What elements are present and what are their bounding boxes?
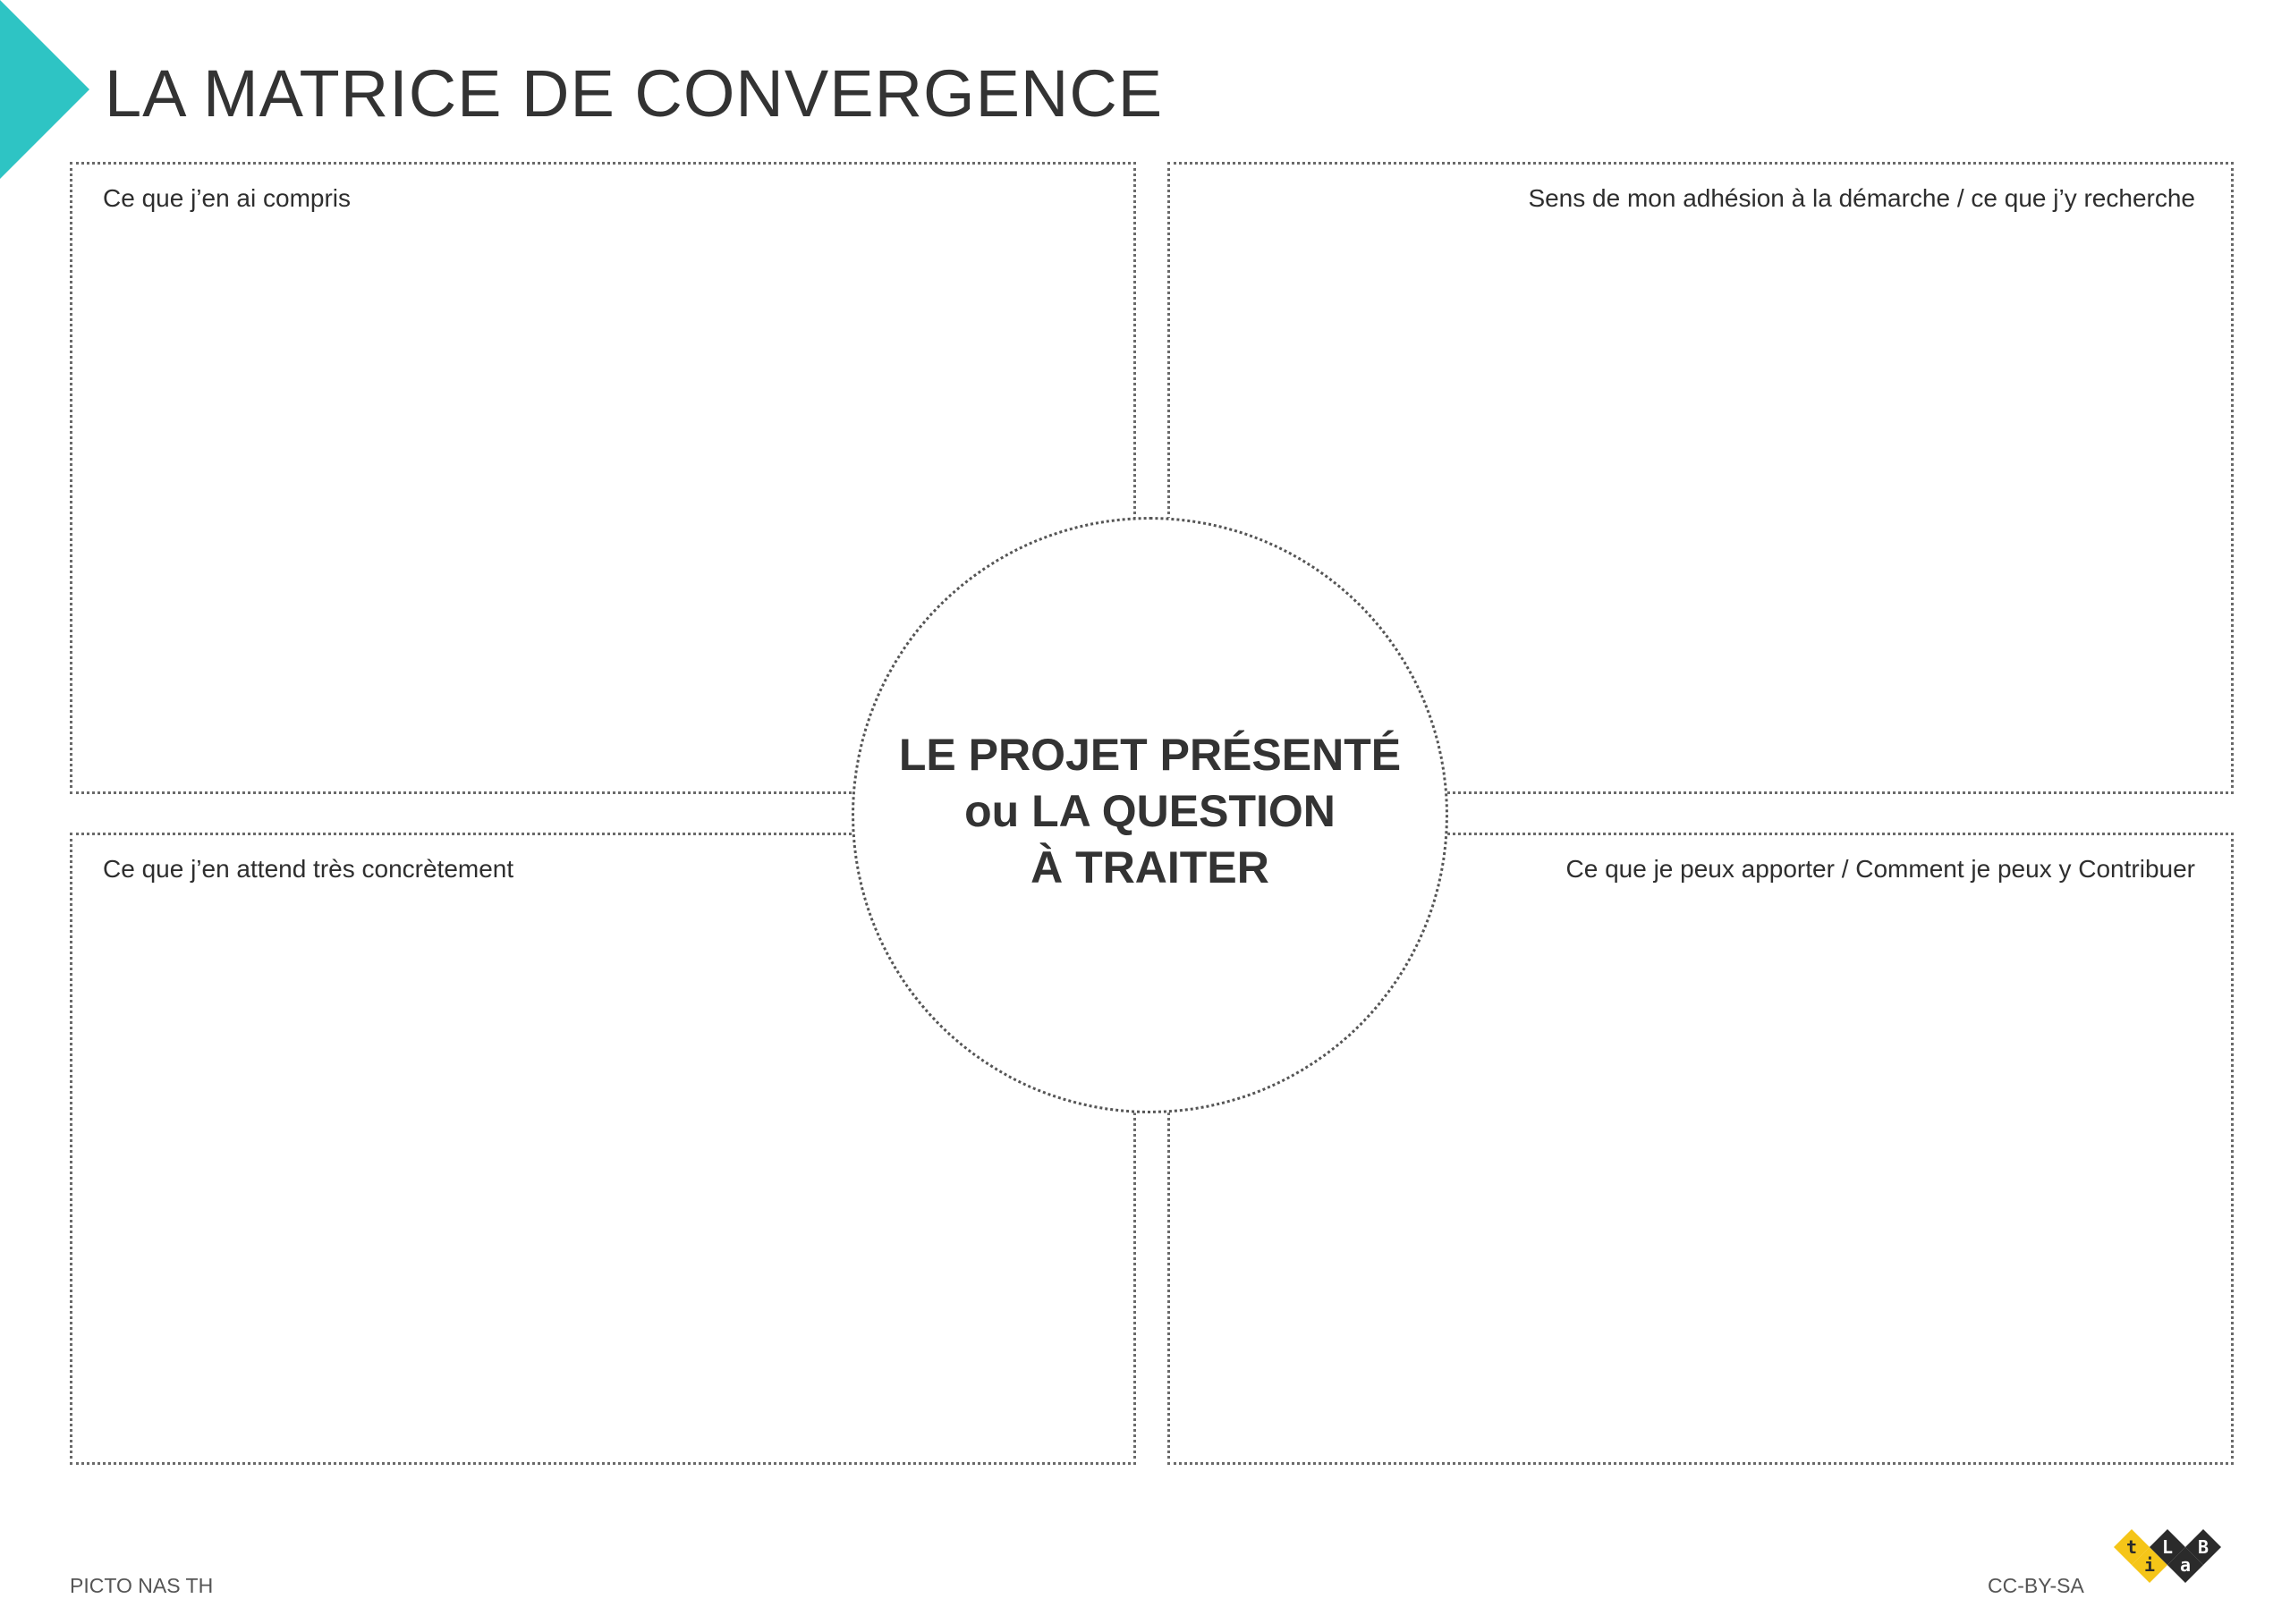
svg-text:B: B <box>2197 1536 2209 1558</box>
svg-text:i: i <box>2143 1554 2156 1576</box>
corner-triangle-marker <box>0 0 89 179</box>
tilab-logo <box>2107 1520 2241 1601</box>
center-circle <box>852 517 1448 1113</box>
quadrant-label-adhesion: Sens de mon adhésion à la démarche / ce que j’y recherche <box>1528 184 2195 212</box>
center-line-2: ou LA QUESTION <box>964 786 1336 836</box>
page-title: LA MATRICE DE CONVERGENCE <box>105 56 1164 131</box>
quadrant-label-expectations: Ce que j’en attend très concrètement <box>103 855 514 883</box>
svg-text:t: t <box>2125 1536 2138 1558</box>
quadrant-label-understanding: Ce que j’en ai compris <box>103 184 352 212</box>
center-text <box>899 727 1401 896</box>
center-line-3: À TRAITER <box>1030 842 1269 892</box>
svg-text:a: a <box>2179 1554 2192 1576</box>
center-line-1: LE PROJET PRÉSENTÉ <box>898 730 1402 780</box>
footer-license: CC-BY-SA <box>1988 1574 2084 1597</box>
footer-credit: PICTO NAS TH <box>70 1574 214 1597</box>
svg-text:L: L <box>2161 1536 2174 1558</box>
quadrant-label-contribution: Ce que je peux apporter / Comment je peux y Contribuer <box>1565 855 2195 883</box>
